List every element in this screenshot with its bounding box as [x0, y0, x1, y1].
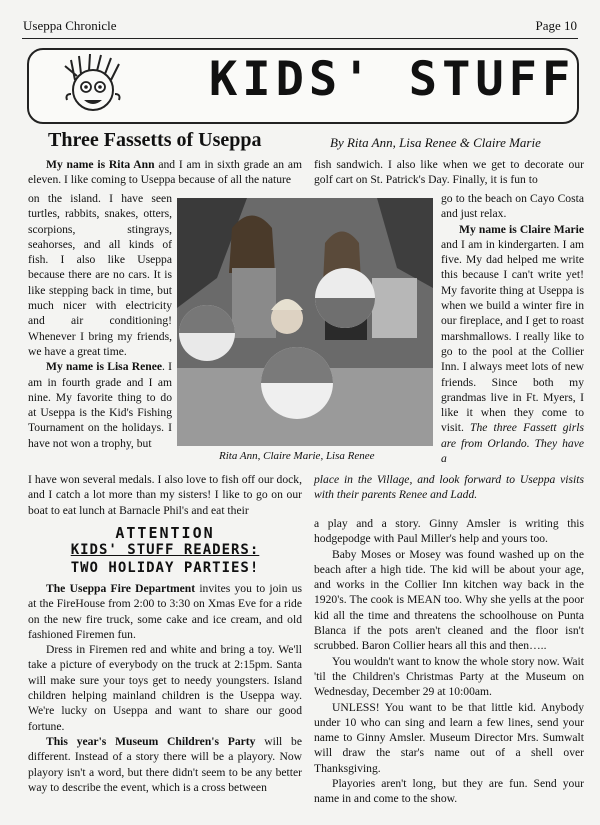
article-byline: By Rita Ann, Lisa Renee & Claire Marie — [330, 135, 541, 150]
article-title: Three Fassetts of Useppa — [48, 129, 262, 151]
fire-department-section: The Useppa Fire Department invites you to join us at the FireHouse from 2:00 to 3:30 on Xmas Eve for a ride on the new fire truck, some cake and ice cream, and old fashioned Firemen fun. Dress in Firemen red and white and bring a toy. We'll take a picture of everybody on the truck at 2:15pm. Santa will make sure your toys get to needy youngsters. Island children helping mainland children is the Useppa way. We're lucky on Useppa and want to share our good fortune. This year's Museum Children's Party will be different. Instead of a story there will be a playory. Now playory isn't a word, but there didn't seem to be any better way to describe the event, which is a cross between — [28, 582, 303, 794]
kids-stuff-banner — [27, 48, 579, 124]
lisa-paragraph-continued: I have won several medals. I also love to fish off our dock, and I catch a lot more than my sisters! I like to go on our boat to eat lunch at Barnacle Phil's and eat their — [28, 473, 302, 517]
rita-paragraph: on the island. I have seen turtles, rabbits, snakes, otters, scorpions, stingrays, seahorses, and all kinds of fish. I also like Useppa because there are no cars. It is like stepping back in time, but much nicer with electricity and air conditioning! Whenever I bring my friends, we have a great time. — [28, 192, 172, 358]
attention-parties: TWO HOLIDAY PARTIES! — [70, 560, 260, 576]
rita-paragraph-top: My name is Rita Ann and I am in sixth grade an am eleven. I like coming to Useppa because of all the nature — [28, 158, 303, 187]
page-number: Page 10 — [535, 18, 577, 33]
publication-name: Useppa Chronicle — [23, 18, 117, 33]
right-narrow-column — [441, 191, 584, 466]
cartoon-kid-icon — [57, 54, 129, 118]
claire-paragraph: My name is Claire Marie and I am in kindergarten. I am five. My dad helped me write this because I can't write yet! My favorite thing at Useppa is when we build a winter fire in our fireplace, and I get to roast marshmallows. I really like to go to the pool at the Collier Inn. I always meet lots of new friends. Since both my grandmas live in Ft. Myers, I like it when they come to visit. The three Fassett girls are from Orlando. They have a — [441, 222, 584, 466]
beach-line: go to the beach on Cayo Costa and just relax. — [441, 192, 584, 221]
right-intro-text: fish sandwich. I also like when we get to decorate our golf cart on St. Patrick's Day. Finally, it is fun to — [314, 158, 584, 187]
fassett-girls-photo — [177, 198, 433, 446]
attention-subheading: KIDS' STUFF READERS: — [70, 542, 260, 558]
page-header — [23, 18, 577, 36]
left-narrow-column — [28, 191, 172, 451]
lisa-paragraph: My name is Lisa Renee. I am in fourth grade and I am nine. My favorite thing to do at Useppa is the Kid's Fishing Tournament on the holidays. I have not won a trophy, but — [28, 360, 172, 450]
banner-title: KIDS' STUFF — [209, 52, 576, 107]
claire-paragraph-continued: place in the Village, and look forward to Useppa visits with their parents Renee and Ladd. — [314, 473, 584, 502]
attention-heading: ATTENTION — [115, 524, 215, 542]
header-rule — [22, 38, 578, 39]
photo-caption: Rita Ann, Claire Marie, Lisa Renee — [219, 450, 375, 462]
museum-party-section: a play and a story. Ginny Amsler is writing this hodgepodge with Paul Miller's help and yours too. Baby Moses or Mosey was found washed up on the beach after a high tide. The kid will be about your age, and works in the Collier Inn kitchen way back in the 1920's. The cook is MEAN too. Why she yells at the poor kid all the time and threatens the schoolhouse on Punta Blanca if the pots aren't cleaned and the floor isn't scrubbed. Baron Collier hears all this and then….. You wouldn't want to know the whole story now. Wait 'til the Children's Christmas Party at the Museum on Wednesday, December 29 at 10:00am. UNLESS! You want to be that little kid. Anybody under 10 who can sing and learn a few lines, send your name to Ginny Amsler. Museum Director Mrs. Sumwalt will draw the star's name out of a shell over Thanksgiving. Playories aren't long, but they are fun. Send your name in and come to the show. — [314, 517, 584, 806]
